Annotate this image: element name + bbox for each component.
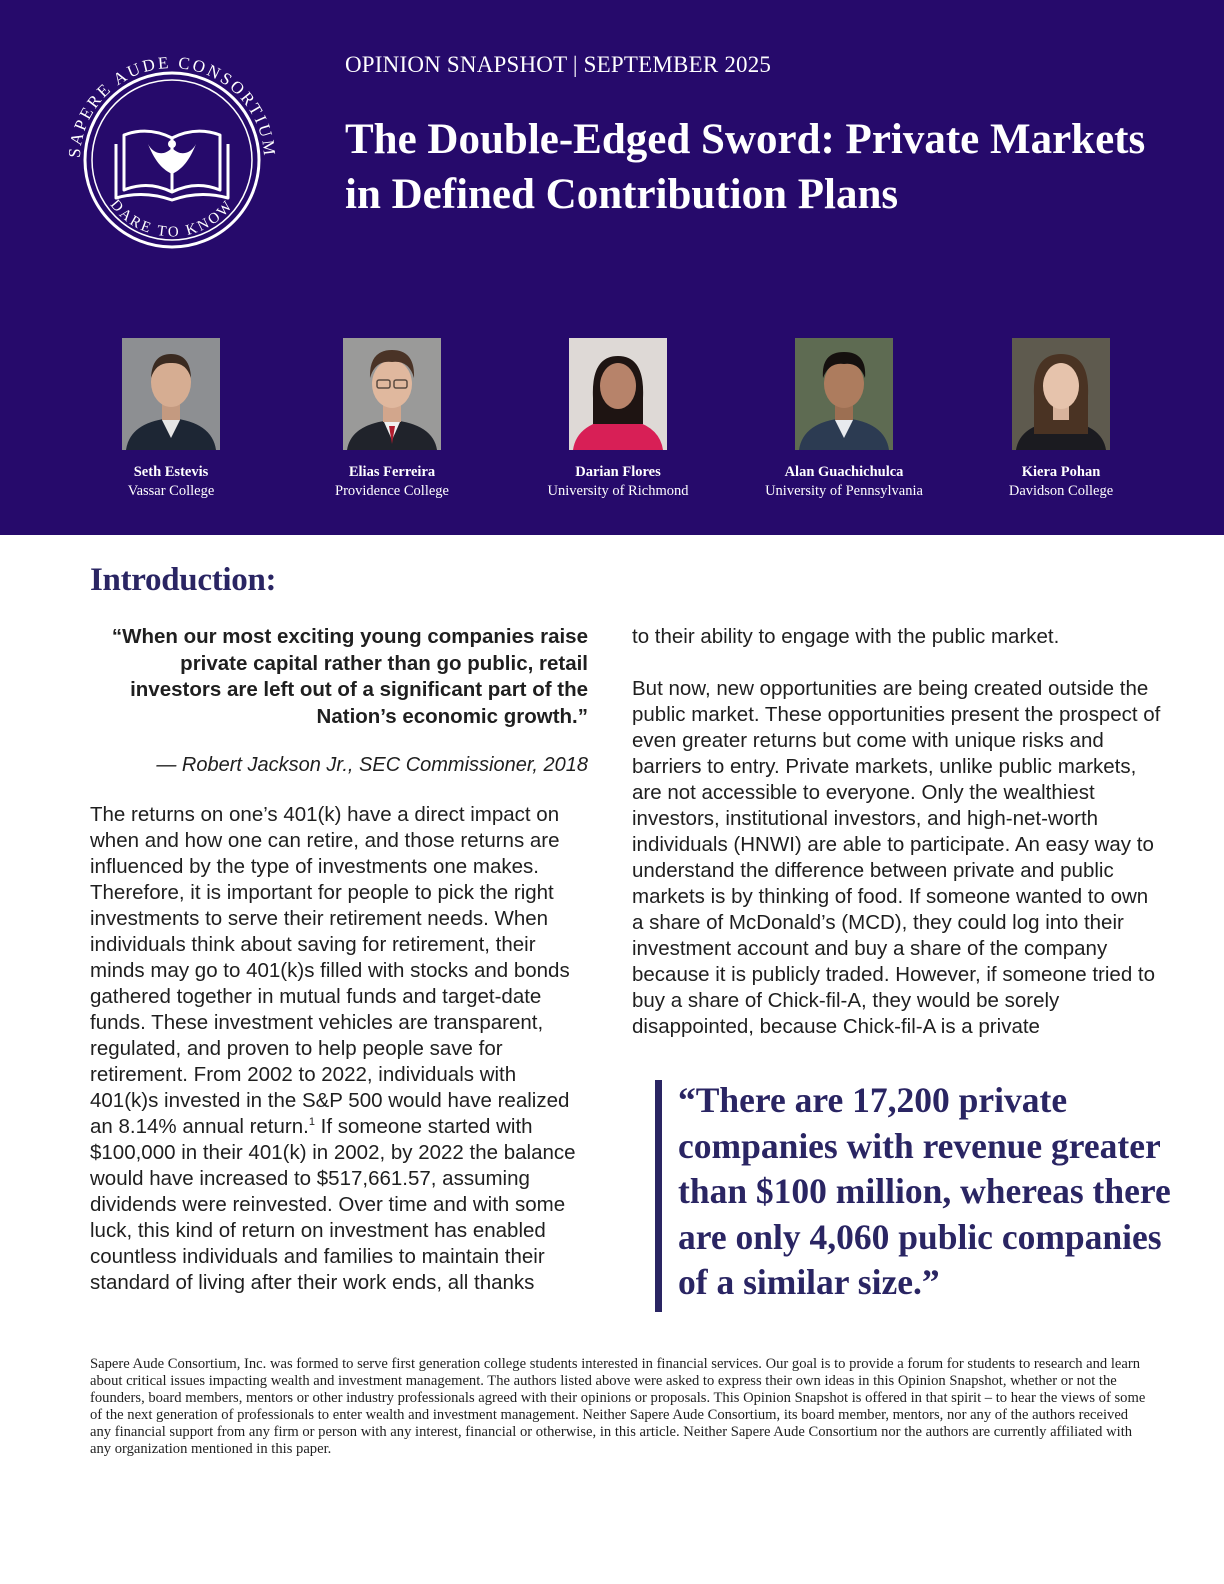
author-photo xyxy=(1012,338,1110,450)
right-column xyxy=(632,624,1162,1040)
author-name: Kiera Pohan xyxy=(1021,464,1101,480)
body-text: The returns on one’s 401(k) have a direct impact on when and how one can retire, and those returns are influenced by the type of investments one makes. Therefore, it is important for people to pick the right investments to serve their retirement needs. When individuals think about saving for retirement, their minds may go to 401(k)s filled with stocks and bonds gathered together in mutual funds and target-date funds. These investment vehicles are transparent, regulated, and proven to help people save for retirement. From 2002 to 2022, individuals with 401(k)s invested in the S&P 500 would have realized an 8.14% annual return. xyxy=(90,803,570,1138)
seal-bottom-text: DARE TO KNOW xyxy=(106,196,238,241)
pull-quote xyxy=(655,1080,1175,1312)
pull-quote-text: “There are 17,200 private companies with revenue greater than $100 million, whereas there are only 4,060 public companies of a similar size.” xyxy=(678,1080,1171,1302)
body-paragraph: But now, new opportunities are being created outside the public market. These opportunities present the prospect of even greater returns but come with unique risks and barriers to entry. Private markets, unlike public markets, are not accessible to everyone. Only the wealthiest investors, institutional investors, and high-net-worth individuals (HNWI) are able to participate. An easy way to understand the difference between private and public markets is by thinking of food. If someone wanted to own a share of McDonald’s (MCD), they could log into their investment account and buy a share of the company because it is publicly traded. However, if someone tried to buy a share of Chick-fil-A, they would be sorely disappointed, because Chick-fil-A is a private xyxy=(632,677,1161,1038)
author-card xyxy=(297,338,487,501)
left-column xyxy=(90,624,588,1296)
header-band xyxy=(0,0,1224,535)
opening-quote: “When our most exciting young companies raise private capital rather than go public, retail investors are left out of a significant part of the Nation’s economic growth.” xyxy=(111,625,588,728)
author-photo xyxy=(343,338,441,450)
consortium-seal-logo xyxy=(52,40,292,280)
author-name: Seth Estevis xyxy=(133,464,209,480)
author-school: University of Pennsylvania xyxy=(765,483,923,499)
body-paragraph xyxy=(90,802,588,1296)
author-card xyxy=(76,338,266,501)
author-school: Vassar College xyxy=(127,483,215,499)
author-school: Providence College xyxy=(335,483,449,499)
author-name: Darian Flores xyxy=(575,464,661,480)
author-card xyxy=(966,338,1156,501)
author-school: Davidson College xyxy=(1008,483,1114,499)
issue-kicker: OPINION SNAPSHOT | SEPTEMBER 2025 xyxy=(345,52,772,77)
footnote-reference[interactable]: 1 xyxy=(308,1116,315,1129)
author-name: Elias Ferreira xyxy=(348,464,436,480)
body-paragraph: to their ability to engage with the public market. xyxy=(632,625,1060,648)
seal-top-text: SAPERE AUDE CONSORTIUM xyxy=(64,52,280,159)
author-name: Alan Guachichulca xyxy=(784,464,904,480)
author-card xyxy=(749,338,939,501)
author-card xyxy=(523,338,713,501)
quote-attribution: — Robert Jackson Jr., SEC Commissioner, 2018 xyxy=(156,754,588,776)
body-text: If someone started with $100,000 in their 401(k) in 2002, by 2022 the balance would have increased to $517,661.57, assuming dividends were reinvested. Over time and with some luck, this kind of return on investment has enabled countless individuals and families to maintain their standard of living after their work ends, all thanks xyxy=(90,1115,576,1294)
page-title: The Double-Edged Sword: Private Markets in Defined Contribution Plans xyxy=(345,116,1146,218)
author-photo xyxy=(795,338,893,450)
open-book-with-phoenix-icon xyxy=(116,131,228,200)
section-heading: Introduction: xyxy=(90,562,277,598)
author-photo xyxy=(122,338,220,450)
disclaimer-text: Sapere Aude Consortium, Inc. was formed to serve first generation college students interested in financial services. Our goal is to provide a forum for students to research and learn about critical issues impacting wealth and investment management. The authors listed above were asked to express their own ideas in this Opinion Snapshot, whether or not the founders, board members, mentors or other industry professionals agreed with their opinions or proposals. This Opinion Snapshot is offered in that spirit – to hear the views of some of the next generation of professionals to enter wealth and investment management. Neither Sapere Aude Consortium, its board member, mentors, nor any of the authors received any financial support from any firm or person with any interest, financial or otherwise, in this article. Neither Sapere Aude Consortium nor the authors are currently affiliated with any organization mentioned in this paper. xyxy=(90,1356,1146,1457)
author-photo xyxy=(569,338,667,450)
author-school: University of Richmond xyxy=(547,483,689,499)
